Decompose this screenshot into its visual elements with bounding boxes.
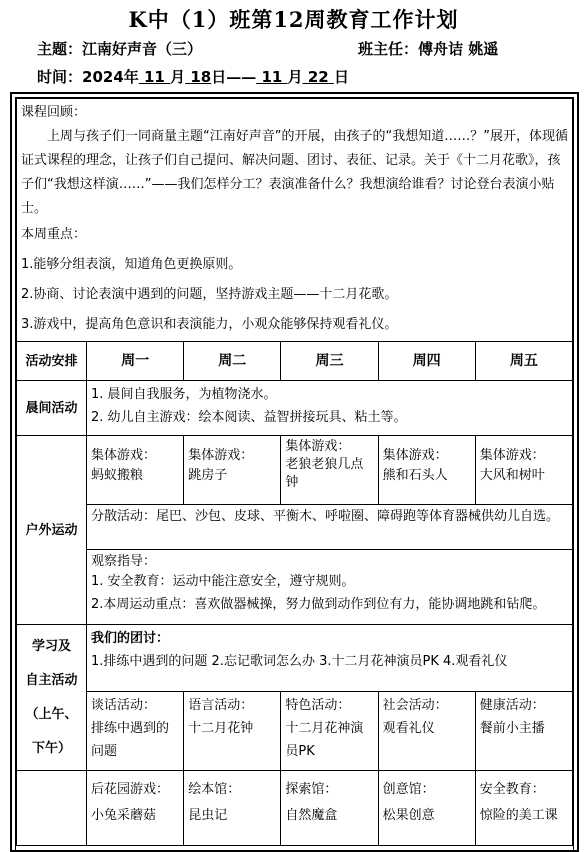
time-year: 2024年 <box>82 68 139 86</box>
venue-label <box>17 771 87 846</box>
study-label-line: 学习及 <box>31 638 71 654</box>
theme-line <box>37 38 202 59</box>
activity-type: 语言活动： <box>188 698 254 713</box>
time-month-end: 11 <box>261 68 283 86</box>
outdoor-game <box>378 436 475 505</box>
focus-item: 3.游戏中，提高角色意识和表演能力，小观众能够保持观看礼仪。 <box>21 317 398 332</box>
focus-item: 2.协商、讨论表演中遇到的问题，坚持游戏主题——十二月花歌。 <box>21 287 398 302</box>
venue-type: 绘本馆： <box>188 782 241 797</box>
schedule-corner: 活动安排 <box>17 342 87 381</box>
activity-type: 社会活动： <box>382 698 448 713</box>
venue-activity <box>475 771 572 846</box>
day-header: 周二 <box>184 342 281 381</box>
venue-name: 惊险的美工课 <box>479 808 558 823</box>
guide-heading: 观察指导： <box>91 554 157 569</box>
study-label-line: （上午、 <box>25 706 78 722</box>
time-month-start: 11 <box>144 68 165 86</box>
day-header: 周三 <box>281 342 378 381</box>
group-heading: 我们的团讨： <box>91 631 170 646</box>
venue-type: 探索馆： <box>285 782 338 797</box>
study-activity <box>378 692 475 771</box>
time-day-label: 日—— <box>211 68 257 86</box>
study-label-line: 自主活动 <box>25 672 78 688</box>
morning-row <box>17 381 573 436</box>
guide-line: 1. 安全教育：运动中能注意安全，遵守规则。 <box>91 574 355 589</box>
activity-name: 十二月花钟 <box>188 721 254 736</box>
activity-name: 十二月花神演员PK <box>285 721 364 759</box>
game-type: 集体游戏： <box>91 448 157 463</box>
outdoor-scatter: 分散活动：尾巴、沙包、皮球、平衡木、呼啦圈、障碍跑等体育器械供幼儿自选。 <box>87 505 573 550</box>
game-type: 集体游戏： <box>188 448 254 463</box>
guide-line: 2.本周运动重点：喜欢做器械操，努力做到动作到位有力，能协调地跳和钻爬。 <box>91 597 546 612</box>
teacher-label: 班主任： <box>358 40 419 58</box>
activity-name: 餐前小主播 <box>479 721 545 736</box>
venue-activity <box>184 771 281 846</box>
plan-table <box>16 98 573 846</box>
study-group-row <box>17 625 573 692</box>
time-day-start: 18 <box>190 68 212 86</box>
page-title: K中（1）班第12周教育工作计划 <box>128 7 459 32</box>
study-label-line: 下午） <box>31 740 71 756</box>
time-day-end: 22 <box>307 68 329 86</box>
schedule-header-row <box>17 342 573 381</box>
venue-type: 后花园游戏： <box>91 782 170 797</box>
morning-line: 2. 幼儿自主游戏：绘本阅读、益智拼接玩具、粘土等。 <box>91 410 407 425</box>
outdoor-games-row <box>17 436 573 505</box>
time-month-label-2: 月 <box>287 68 303 86</box>
activity-type: 健康活动： <box>479 698 545 713</box>
outdoor-scatter-row <box>17 505 573 550</box>
venue-name: 松果创意 <box>382 808 435 823</box>
venue-type: 安全教育： <box>479 782 545 797</box>
activity-name: 排练中遇到的问题 <box>91 721 170 759</box>
outdoor-game <box>475 436 572 505</box>
day-header: 周四 <box>378 342 475 381</box>
game-name: 蚂蚁搬粮 <box>91 468 144 483</box>
study-activities-row <box>17 692 573 771</box>
time-line <box>37 66 349 87</box>
outdoor-label: 户外运动 <box>17 436 87 625</box>
study-activity <box>281 692 378 771</box>
outdoor-guide-row <box>17 550 573 625</box>
venue-name: 小兔采蘑菇 <box>91 808 157 823</box>
review-heading: 课程回顾： <box>21 105 87 120</box>
study-activity <box>87 692 184 771</box>
teacher-value: 傅舟诘 姚遥 <box>418 40 499 58</box>
venue-activity <box>281 771 378 846</box>
activity-name: 观看礼仪 <box>382 721 435 736</box>
venue-activity <box>378 771 475 846</box>
theme-label: 主题： <box>37 40 83 58</box>
morning-label: 晨间活动 <box>17 381 87 436</box>
game-name: 大风和树叶 <box>479 468 545 483</box>
group-discussion <box>87 625 573 692</box>
study-activity <box>475 692 572 771</box>
time-label: 时间： <box>37 68 83 86</box>
study-activity <box>184 692 281 771</box>
study-label <box>17 625 87 771</box>
plan-sheet <box>10 92 579 852</box>
theme-value: 江南好声音（三） <box>82 40 203 58</box>
teacher-line <box>358 38 498 59</box>
activity-type: 特色活动： <box>285 698 351 713</box>
venue-name: 昆虫记 <box>188 808 228 823</box>
venue-name: 自然魔盒 <box>285 808 338 823</box>
review-section <box>17 99 573 342</box>
venue-row <box>17 771 573 846</box>
venue-activity <box>87 771 184 846</box>
morning-line: 1. 晨间自我服务，为植物浇水。 <box>91 387 277 402</box>
game-name: 跳房子 <box>188 468 228 483</box>
time-month-label: 月 <box>170 68 186 86</box>
outdoor-game <box>281 436 378 505</box>
group-line: 1.排练中遇到的问题 2.忘记歌词怎么办 3.十二月花神演员PK 4.观看礼仪 <box>91 654 508 669</box>
venue-type: 创意馆： <box>382 782 435 797</box>
outdoor-guide <box>87 550 573 625</box>
game-type: 集体游戏： <box>382 448 448 463</box>
day-header: 周一 <box>87 342 184 381</box>
game-type: 集体游戏： <box>479 448 545 463</box>
focus-heading: 本周重点： <box>21 227 87 242</box>
game-type: 集体游戏： <box>285 439 351 454</box>
time-day-label-2: 日 <box>333 68 349 86</box>
outdoor-game <box>184 436 281 505</box>
day-header: 周五 <box>475 342 572 381</box>
focus-item: 1.能够分组表演，知道角色更换原则。 <box>21 257 242 272</box>
outdoor-game <box>87 436 184 505</box>
game-name: 熊和石头人 <box>382 468 448 483</box>
game-name: 老狼老狼几点钟 <box>285 457 364 490</box>
activity-type: 谈话活动： <box>91 698 157 713</box>
morning-content <box>87 381 573 436</box>
review-paragraph: 上周与孩子们一同商量主题“江南好声音”的开展，由孩子的“我想知道……？”展开，体现循证式课程的理念，让孩子们自己提问、解决问题、团讨、表征、记录。关于《十二月花歌》，孩子们“我想这样演……”——我们怎样分工？表演准备什么？我想演给谁看？讨论登台表演小贴士。 <box>21 129 568 216</box>
